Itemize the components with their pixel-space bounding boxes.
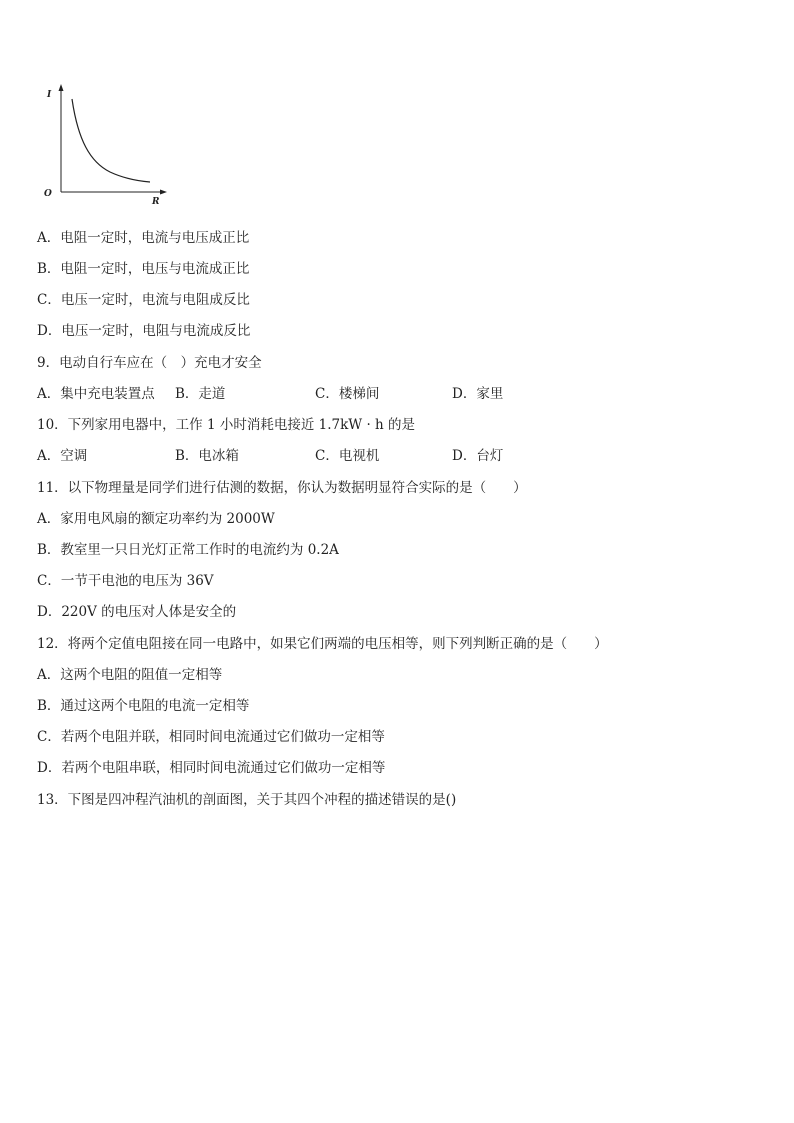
q9-option-d: D．家里: [452, 386, 504, 402]
q9-option-a: A．集中充电装置点: [37, 386, 155, 402]
q11-stem: 11．以下物理量是同学们进行估测的数据，你认为数据明显符合实际的是（ ）: [37, 480, 527, 496]
q11-option-c: C．一节干电池的电压为 36V: [37, 573, 214, 589]
y-axis-arrow: [59, 84, 64, 91]
q8-option-d: D．电压一定时，电阻与电流成反比: [37, 323, 251, 339]
q12-option-a: A．这两个电阻的阻值一定相等: [37, 667, 223, 683]
q9-option-b: B．走道: [175, 386, 226, 402]
q8-option-b: B．电阻一定时，电压与电流成正比: [37, 261, 250, 277]
q9-option-c: C．楼梯间: [315, 386, 380, 402]
q10-options: [37, 447, 777, 465]
q12-option-d: D．若两个电阻串联，相同时间电流通过它们做功一定相等: [37, 760, 386, 776]
q10-option-b: B．电冰箱: [175, 448, 239, 464]
q10-option-a: A．空调: [37, 448, 88, 464]
q8-option-a: A．电阻一定时，电流与电压成正比: [37, 230, 250, 246]
q13-stem: 13．下图是四冲程汽油机的剖面图，关于其四个冲程的描述错误的是(): [37, 792, 457, 808]
q10-option-c: C．电视机: [315, 448, 380, 464]
origin-label: O: [44, 189, 52, 199]
x-axis-arrow: [160, 190, 167, 195]
q9-stem: 9．电动自行车应在（ ）充电才安全: [37, 355, 262, 371]
x-axis-label: R: [152, 197, 160, 207]
q8-option-c: C．电压一定时，电流与电阻成反比: [37, 292, 250, 308]
q11-option-b: B．教室里一只日光灯正常工作时的电流约为 0.2A: [37, 542, 339, 558]
q12-stem: 12．将两个定值电阻接在同一电路中，如果它们两端的电压相等，则下列判断正确的是（ ）: [37, 636, 608, 652]
q12-option-c: C．若两个电阻并联，相同时间电流通过它们做功一定相等: [37, 729, 385, 745]
y-axis-label: I: [47, 90, 52, 100]
q10-option-d: D．台灯: [452, 448, 504, 464]
current-resistance-graph: [30, 80, 180, 210]
q9-options: [37, 385, 777, 403]
q11-option-a: A．家用电风扇的额定功率约为 2000W: [37, 511, 275, 527]
q11-option-d: D．220V 的电压对人体是安全的: [37, 604, 237, 620]
q10-stem: 10．下列家用电器中，工作 1 小时消耗电接近 1.7kW · h 的是: [37, 417, 416, 433]
q12-option-b: B．通过这两个电阻的电流一定相等: [37, 698, 250, 714]
inverse-curve: [72, 99, 150, 182]
